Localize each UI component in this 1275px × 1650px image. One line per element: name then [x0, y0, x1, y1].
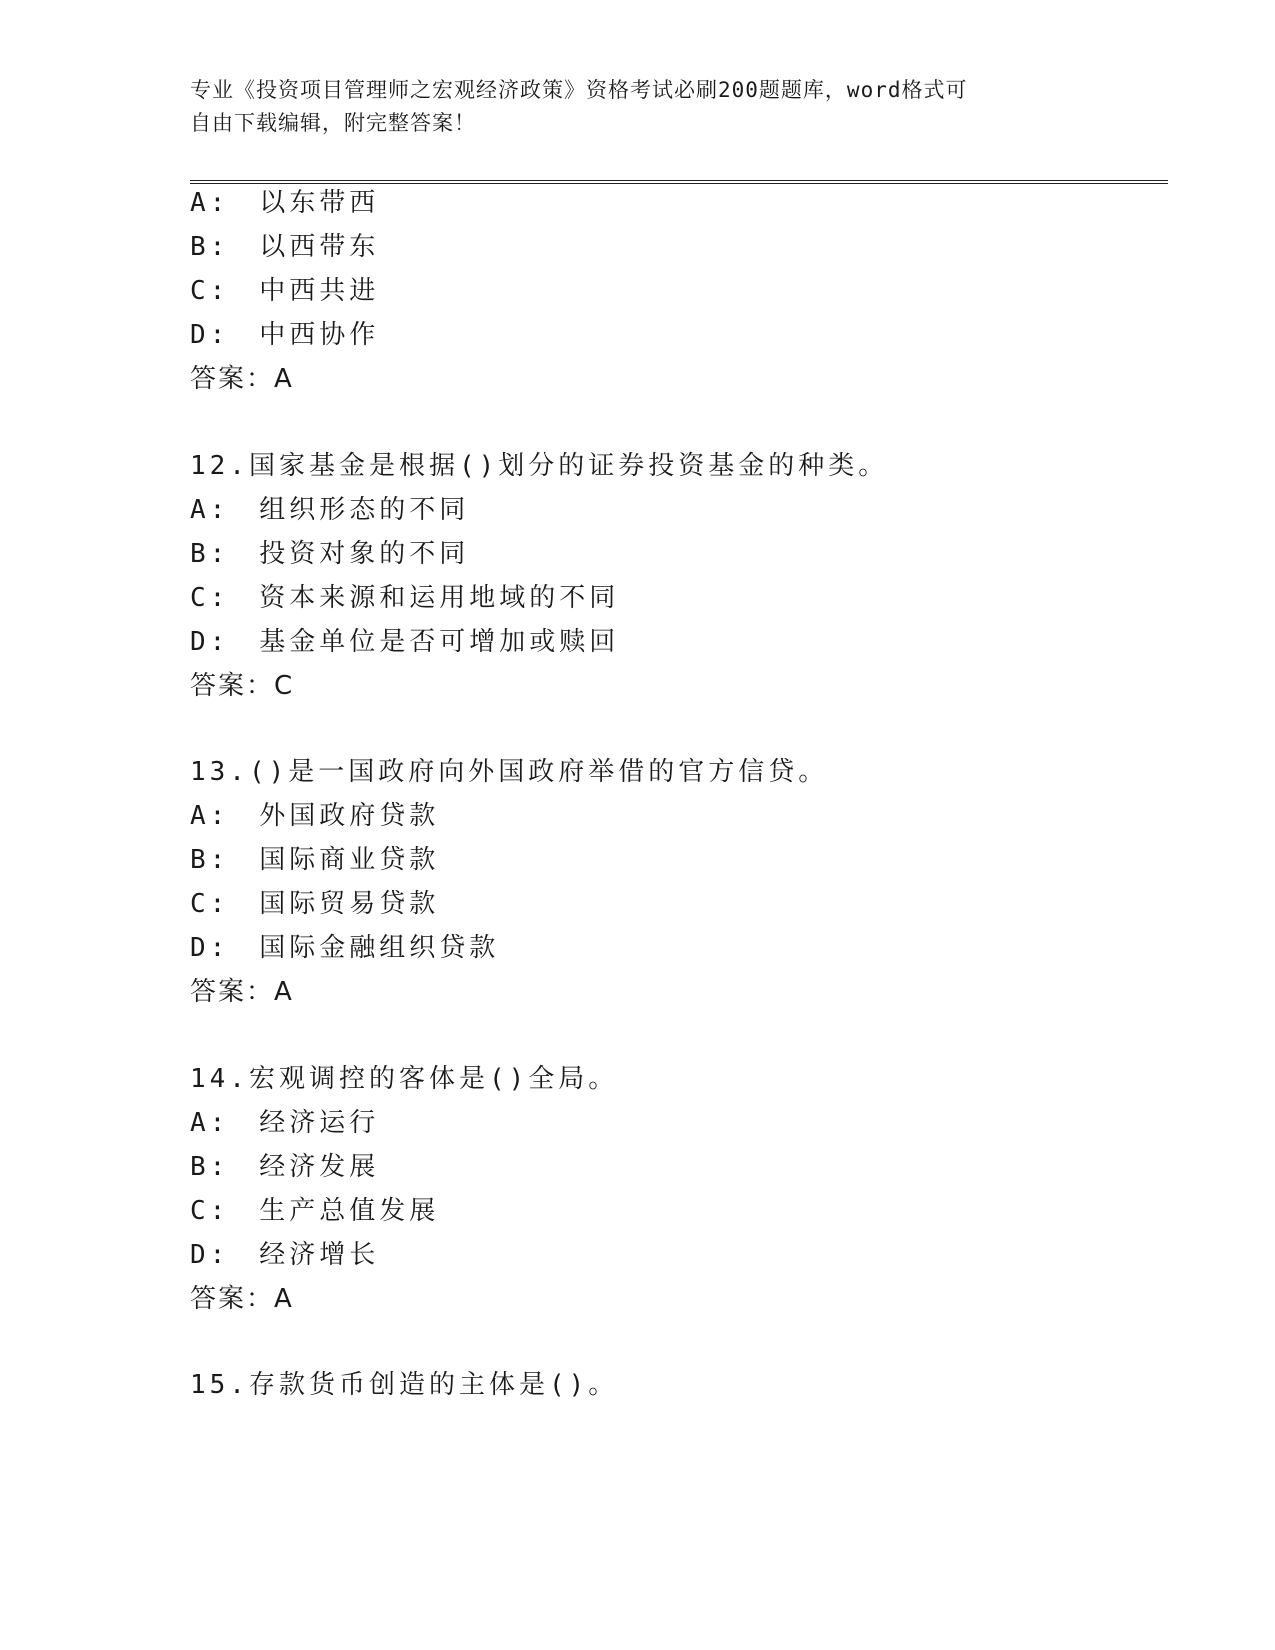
q11-option-b: B: 以西带东 [190, 232, 380, 262]
q14-option-d: D: 经济增长 [190, 1240, 380, 1270]
q14-answer: 答案：A [190, 1284, 294, 1314]
q11-option-a: A: 以东带西 [190, 188, 380, 218]
q12-answer: 答案：C [190, 671, 295, 701]
q12-option-a: A: 组织形态的不同 [190, 495, 470, 525]
q14-question: 14.宏观调控的客体是()全局。 [190, 1064, 619, 1094]
q12-option-c: C: 资本来源和运用地域的不同 [190, 583, 620, 613]
q13-option-a: A: 外国政府贷款 [190, 801, 440, 831]
q12-option-d: D: 基金单位是否可增加或赎回 [190, 627, 620, 657]
q11-option-d: D: 中西协作 [190, 320, 380, 350]
q11-answer: 答案：A [190, 364, 294, 394]
q13-option-b: B: 国际商业贷款 [190, 845, 440, 875]
q12-question: 12.国家基金是根据()划分的证券投资基金的种类。 [190, 451, 889, 481]
q13-answer: 答案：A [190, 977, 294, 1007]
q13-option-d: D: 国际金融组织贷款 [190, 933, 500, 963]
header-divider [190, 180, 1168, 184]
q13-question: 13.()是一国政府向外国政府举借的官方信贷。 [190, 757, 829, 787]
q13-option-c: C: 国际贸易贷款 [190, 889, 440, 919]
header-title-line-1: 专业《投资项目管理师之宏观经济政策》资格考试必刷200题题库，word格式可 [190, 78, 968, 102]
page-header [190, 74, 1090, 140]
q15-question: 15.存款货币创造的主体是()。 [190, 1370, 619, 1400]
q14-option-c: C: 生产总值发展 [190, 1196, 440, 1226]
q11-option-c: C: 中西共进 [190, 276, 380, 306]
q14-option-a: A: 经济运行 [190, 1108, 380, 1138]
header-title-line-2: 自由下载编辑，附完整答案！ [190, 111, 476, 135]
q12-option-b: B: 投资对象的不同 [190, 539, 470, 569]
q14-option-b: B: 经济发展 [190, 1152, 380, 1182]
